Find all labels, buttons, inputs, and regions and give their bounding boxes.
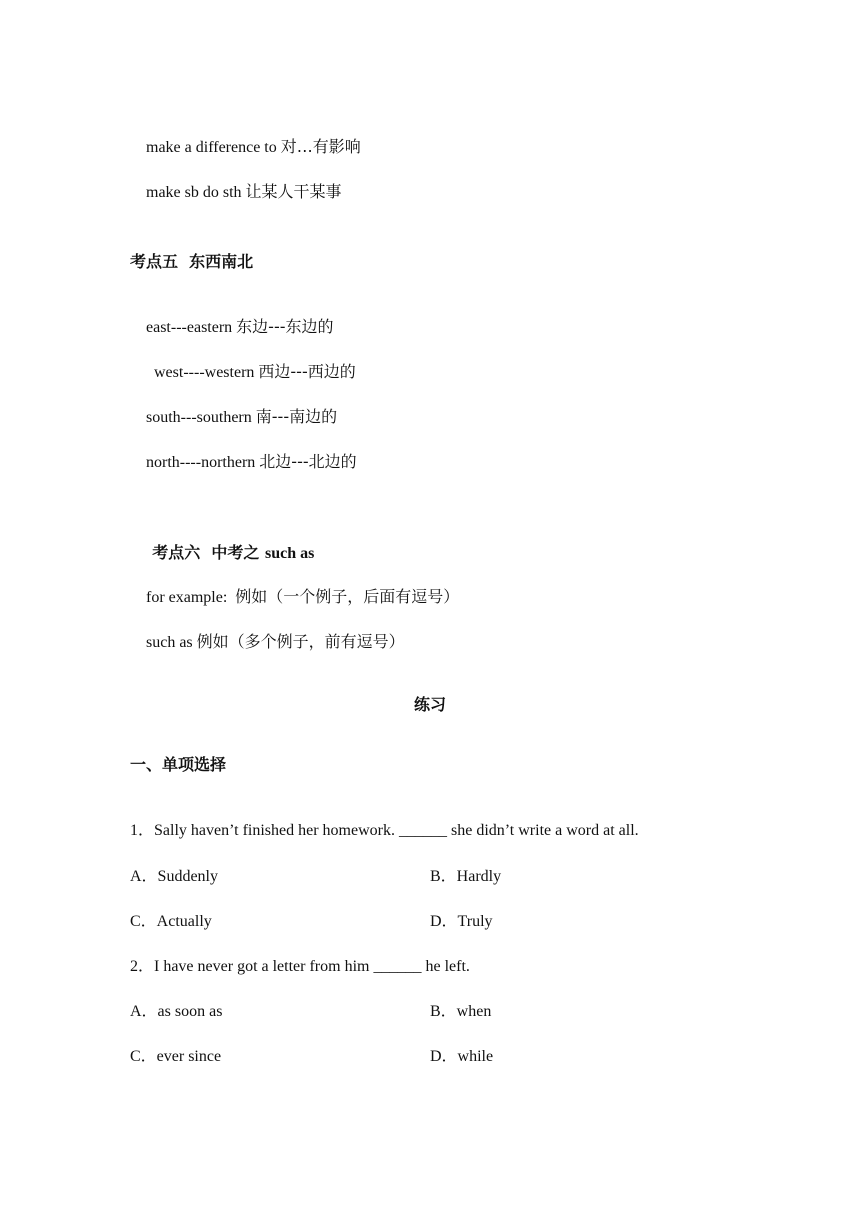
direction-en: south---southern	[146, 409, 256, 426]
question-2-stem: 2．I have never got a letter from him ______ he left.	[130, 958, 470, 975]
direction-en: north----northern	[146, 454, 260, 471]
question-1-option-c[interactable]: C．Actually	[130, 913, 212, 930]
section-5-heading: 考点五 东西南北	[130, 252, 254, 271]
usage-en: for example:	[146, 589, 236, 606]
usage-en: such as	[146, 634, 197, 651]
direction-cn: 东边---东边的	[236, 317, 334, 336]
phrase-make-sb-do-sth	[130, 162, 342, 223]
phrase-en: make a difference to	[146, 139, 281, 156]
usage-line-such-as	[130, 612, 405, 673]
question-1-option-a[interactable]: A．Suddenly	[130, 868, 219, 885]
question-1-option-d[interactable]: D．Truly	[430, 913, 493, 930]
direction-cn: 南---南边的	[255, 407, 338, 426]
phrase-cn: 让某人干某事	[245, 182, 342, 201]
question-2-option-a[interactable]: A．as soon as	[130, 1003, 223, 1020]
usage-cn: 例如（一个例子，后面有逗号）	[235, 587, 460, 606]
phrase-en: make sb do sth	[146, 184, 246, 201]
question-2-option-c[interactable]: C．ever since	[130, 1048, 222, 1065]
part-1-heading: 一、单项选择	[130, 755, 227, 774]
direction-cn: 西边---西边的	[258, 362, 356, 381]
section-6-heading-en: such as	[265, 545, 315, 562]
direction-line-north	[130, 432, 357, 493]
question-1-option-b[interactable]: B．Hardly	[430, 868, 502, 885]
direction-en: east---eastern	[146, 319, 237, 336]
direction-cn: 北边---北边的	[259, 452, 357, 471]
question-2-option-d[interactable]: D．while	[430, 1048, 494, 1065]
section-6-heading-cn: 考点六 中考之	[152, 543, 265, 562]
question-2-option-b[interactable]: B．when	[430, 1003, 492, 1020]
direction-en: west----western	[146, 364, 259, 381]
question-1-stem: 1．Sally haven’t finished her homework. ______ she didn’t write a word at all.	[130, 822, 639, 839]
phrase-cn: 对…有影响	[280, 137, 361, 156]
usage-cn: 例如（多个例子，前有逗号）	[196, 632, 405, 651]
exercise-title: 练习	[413, 695, 446, 714]
